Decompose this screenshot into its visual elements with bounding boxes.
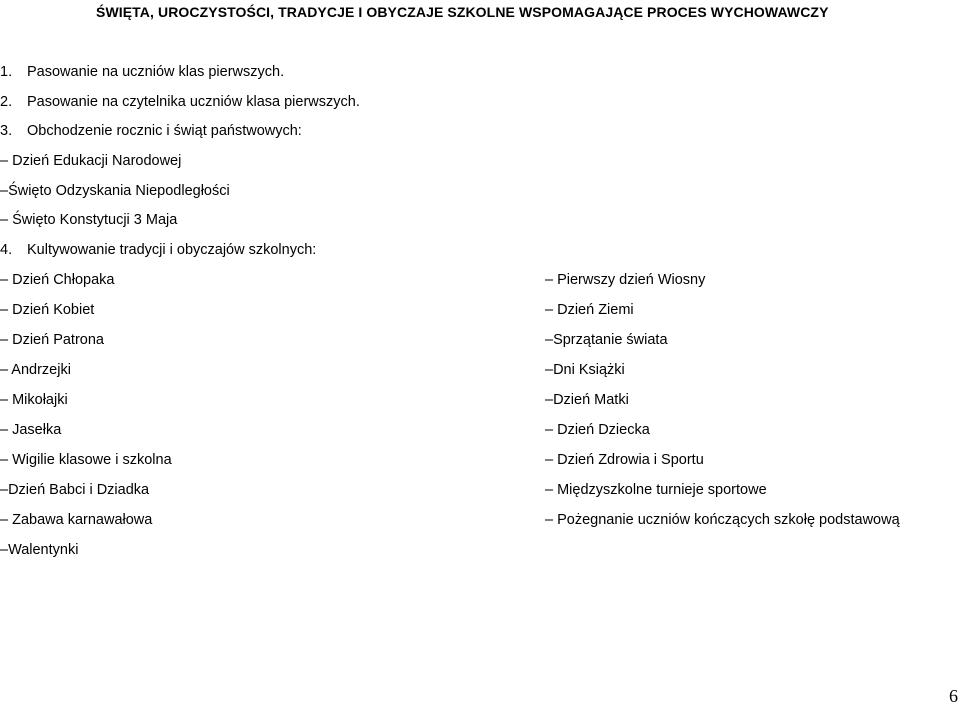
section-item-2 bbox=[0, 93, 360, 111]
tradition-item: –Sprzątanie świata bbox=[545, 332, 668, 348]
tradition-item: – Dzień Kobiet bbox=[0, 302, 95, 318]
tradition-item: –Dzień Matki bbox=[545, 392, 629, 408]
tradition-item: – Dzień Chłopaka bbox=[0, 272, 115, 288]
document-title: ŚWIĘTA, UROCZYSTOŚCI, TRADYCJE I OBYCZAJE SZKOLNE WSPOMAGAJĄCE PROCES WYCHOWAWCZY bbox=[96, 4, 829, 20]
tradition-item: – Pożegnanie uczniów kończących szkołę podstawową bbox=[545, 512, 900, 528]
section-text: Kultywowanie tradycji i obyczajów szkolnych: bbox=[27, 242, 317, 258]
section-text: Pasowanie na czytelnika uczniów klasa pierwszych. bbox=[27, 94, 360, 110]
section-number: 2. bbox=[0, 94, 13, 110]
tradition-item: – Dzień Zdrowia i Sportu bbox=[545, 452, 704, 468]
section-text: Pasowanie na uczniów klas pierwszych. bbox=[27, 64, 285, 80]
tradition-item: – Dzień Patrona bbox=[0, 332, 104, 348]
tradition-item: –Walentynki bbox=[0, 542, 79, 558]
page-number: 6 bbox=[949, 686, 958, 706]
tradition-item: – Dzień Dziecka bbox=[545, 422, 650, 438]
tradition-item: – Pierwszy dzień Wiosny bbox=[545, 272, 706, 288]
section-number: 4. bbox=[0, 242, 13, 258]
tradition-item: – Wigilie klasowe i szkolna bbox=[0, 452, 172, 468]
section-text: Obchodzenie rocznic i świąt państwowych: bbox=[27, 123, 302, 139]
section-number: 3. bbox=[0, 123, 13, 139]
tradition-item: – Zabawa karnawałowa bbox=[0, 512, 153, 528]
section-item-3 bbox=[0, 122, 302, 140]
tradition-item: – Dzień Ziemi bbox=[545, 302, 634, 318]
tradition-item: – Andrzejki bbox=[0, 362, 71, 378]
tradition-item: –Dzień Babci i Dziadka bbox=[0, 482, 150, 498]
state-holiday-item: –Święto Odzyskania Niepodległości bbox=[0, 183, 230, 199]
tradition-item: – Mikołajki bbox=[0, 392, 68, 408]
section-item-1 bbox=[0, 63, 284, 81]
tradition-item: –Dni Książki bbox=[545, 362, 625, 378]
tradition-item: – Jasełka bbox=[0, 422, 62, 438]
state-holiday-item: – Święto Konstytucji 3 Maja bbox=[0, 212, 178, 228]
section-number: 1. bbox=[0, 64, 13, 80]
tradition-item: – Międzyszkolne turnieje sportowe bbox=[545, 482, 767, 498]
section-item-4 bbox=[0, 241, 316, 259]
state-holiday-item: – Dzień Edukacji Narodowej bbox=[0, 153, 182, 169]
